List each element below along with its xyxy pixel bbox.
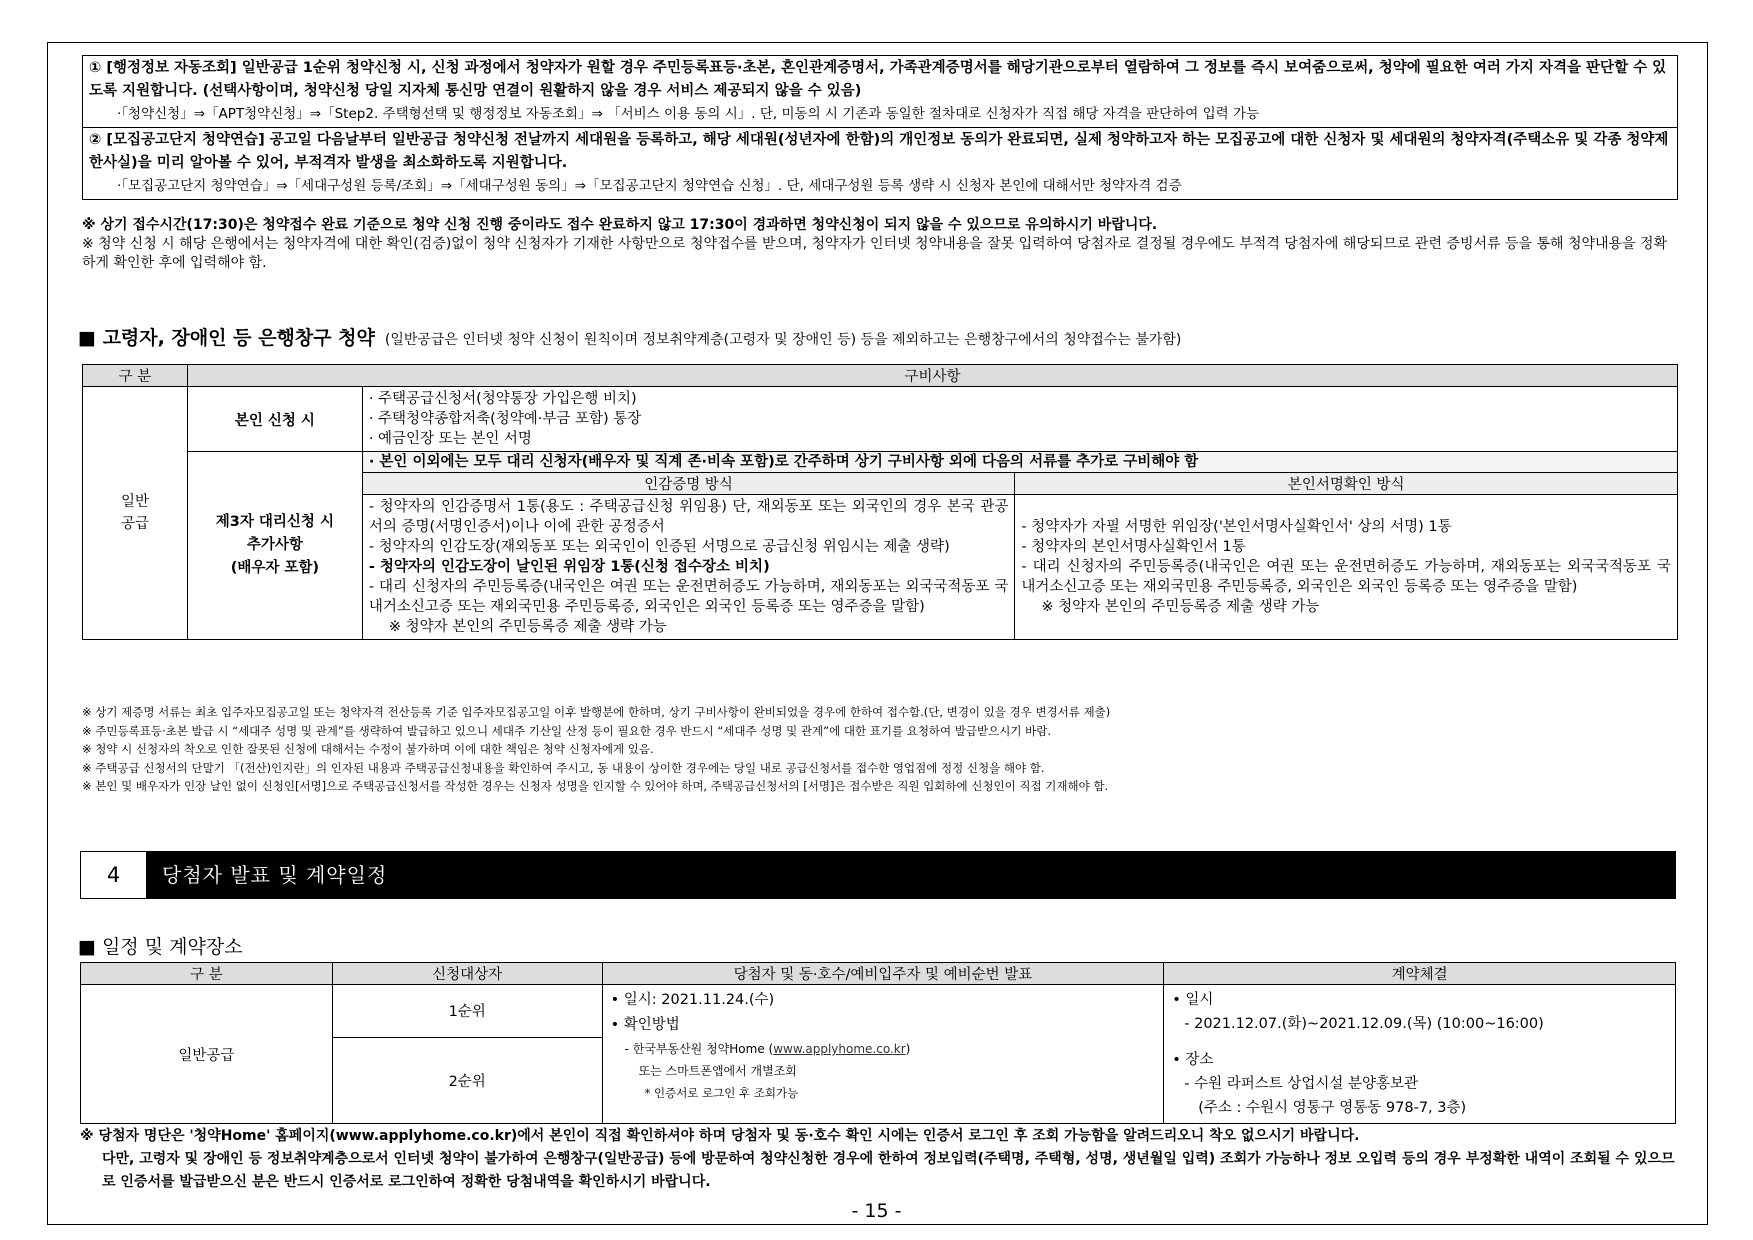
announcement-cell — [602, 985, 1164, 1124]
info-item-practice — [83, 127, 1677, 199]
notes-mid — [82, 703, 1678, 796]
requirement-item: - 청약자의 본인서명사실확인서 1통 — [1021, 539, 1246, 555]
announce-site — [611, 1038, 1156, 1060]
proxy-note: · 본인 이외에는 모두 대리 신청자(배우자 및 직계 존·비속 포함)로 간주하며 상기 구비사항 외에 다음의 서류를 추가로 구비해야 함 — [362, 452, 1677, 473]
rank-1: 1순위 — [332, 985, 602, 1038]
method1-header: 인감증명 방식 — [362, 473, 1015, 495]
method1-items — [362, 495, 1015, 640]
announce-site-suffix: ) — [905, 1042, 911, 1056]
header-contract: 계약체결 — [1164, 963, 1676, 985]
notes-bottom — [80, 1125, 1680, 1194]
method2-items — [1015, 495, 1678, 640]
self-apply-items — [362, 387, 1677, 452]
self-apply-label: 본인 신청 시 — [187, 387, 362, 452]
announce-app: 또는 스마트폰앱에서 개별조회 — [638, 1064, 797, 1078]
requirement-item: - 대리 신청자의 주민등록증(내국인은 여권 또는 운전면허증도 가능하며, 재외동포는 외국국적동포 국내거소신고증 또는 재외국민용 주민등록증, 외국인은 외국인 등록증 또는 영주증을 말함) — [1021, 559, 1671, 595]
note-line: ※ 주택공급 신청서의 단말기 「(전산)인지란」의 인자된 내용과 주택공급신청내용을 확인하여 주시고, 동 내용이 상이한 경우에는 당일 내로 공급신청서를 접수한 영업점에 정정 신청을 해야 함. — [82, 760, 1045, 775]
info-main-text: ② [모집공고단지 청약연습] 공고일 다음날부터 일반공급 청약신청 전날까지 세대원을 등록하고, 해당 세대원(성년자에 한함)의 개인정보 동의가 완료되면, 실제 청약하고자 하는 모집공고에 대한 신청자 및 세대원의 청약자격(주택소유 및 각종 청약제한사실)을 미리 알아볼 수 있어, 부적격자 발생을 최소화하도록 지원합니다. — [89, 132, 1669, 171]
requirement-item: - 대리 신청자의 주민등록증(내국인은 여권 또는 운전면허증도 가능하며, 재외동포는 외국국적동포 국내거소신고증 또는 재외국민용 주민등록증, 외국인은 외국인 등록증 또는 영주증을 말함) — [368, 579, 1009, 615]
info-sub-text: ·「청약신청」⇒「APT청약신청」⇒「Step2. 주택형선택 및 행정정보 자동조회」⇒ 「서비스 이용 동의 시」. 단, 미동의 시 기존과 동일한 절차대로 신청자가 직접 해당 자격을 판단하여 입력 가능 — [117, 106, 1260, 122]
announce-date: • 일시: 2021.11.24.(수) — [610, 992, 775, 1008]
info-main-text: ① [행정정보 자동조회] 일반공급 1순위 청약신청 시, 신청 과정에서 청약자가 원할 경우 주민등록표등·초본, 혼인관계증명서, 가족관계증명서를 해당기관으로부터 열람하여 그 정보를 즉시 보여줌으로써, 청약에 필요한 여러 가지 자격을 판단할 수 있도록 지원합니다. (선택사항이며, 청약신청 당일 지자체 통신망 연결이 원활하지 않을 경우 서비스 제공되지 않을 수 있음) — [89, 60, 1667, 99]
requirement-item: ※ 청약자 본인의 주민등록증 제출 생략 가능 — [388, 619, 667, 635]
note-line: ※ 본인 및 배우자가 인장 날인 없이 신청인[서명]으로 주택공급신청서를 작성한 경우는 신청자 성명을 인지할 수 있어야 하며, 주택공급신청서의 [서명]은 접수받은 직원 입회하에 신청인이 직접 기재해야 함. — [82, 779, 1109, 793]
contract-place: - 수원 라퍼스트 상업시설 분양홍보관 — [1184, 1076, 1419, 1092]
requirement-item: - 청약자의 인감도장이 날인된 위임장 1통(신청 접수장소 비치) — [368, 559, 770, 575]
requirement-item: - 청약자의 인감증명서 1통(용도 : 주택공급신청 위임용) 단, 재외동포 또는 외국인의 경우 본국 관공서의 증명(서명인증서)이나 이에 관한 공정증서 — [368, 499, 1009, 535]
announce-login: * 인증서로 로그인 후 조회가능 — [644, 1086, 799, 1100]
requirement-item: - 청약자의 인감도장(재외동포 또는 외국인이 인증된 서명으로 공급신청 위임시는 제출 생략) — [368, 539, 950, 555]
info-sub-text: ·「모집공고단지 청약연습」⇒「세대구성원 등록/조회」⇒「세대구성원 동의」⇒「모집공고단지 청약연습 신청」. 단, 세대구성원 등록 생략 시 신청자 본인에 대해서만 청약자격 검증 — [117, 178, 1182, 194]
section-number: 4 — [81, 852, 146, 898]
requirement-item: · 주택공급신청서(청약통장 가입은행 비치) — [368, 391, 637, 407]
section-title: 당첨자 발표 및 계약일정 — [162, 863, 388, 887]
page-number: - 15 - — [851, 1200, 902, 1222]
bank-requirements-table — [82, 364, 1678, 640]
announce-method: • 확인방법 — [610, 1017, 680, 1033]
requirement-item: ※ 청약자 본인의 주민등록증 제출 생략 가능 — [1041, 599, 1320, 615]
note-line: ※ 당첨자 명단은 '청약Home' 홈페이지(www.applyhome.co.kr)에서 본인이 직접 확인하셔야 하며 당첨자 및 동·호수 확인 시에는 인증서 로그인 후 조회 가능함을 알려드리오니 착오 없으시기 바랍니다. — [80, 1128, 1360, 1144]
info-item-auto-lookup — [83, 56, 1677, 127]
schedule-table — [80, 962, 1676, 1124]
bank-section-title: ■ 고령자, 장애인 등 은행창구 청약 — [78, 327, 375, 349]
category-general: 일반공급 — [81, 985, 333, 1124]
announce-site-prefix: - 한국부동산원 청약Home ( — [624, 1042, 774, 1056]
requirement-item: - 청약자가 자필 서명한 위임장('본인서명사실확인서' 상의 서명) 1통 — [1021, 519, 1452, 535]
note-line: 다만, 고령자 및 장애인 등 정보취약계층으로서 인터넷 청약이 불가하여 은행창구(일반공급) 등에 방문하여 청약신청한 경우에 한하여 정보입력(주택명, 주택형, 성명, 생년월일 입력) 조회가 가능하나 정보 오입력 등의 경우 부정확한 내역이 조회될 수 있으므로 인증서를 발급받으신 분은 반드시 인증서로 로그인하여 정확한 당첨내역을 확인하시기 바랍니다. — [102, 1151, 1675, 1190]
note-line: ※ 상기 제증명 서류는 최초 입주자모집공고일 또는 청약자격 전산등록 기준 입주자모집공고일 이후 발행분에 한하며, 상기 구비사항이 완비되었을 경우에 한하여 접수함.(단, 변경이 있을 경우 변경서류 제출) — [82, 705, 1111, 719]
note-line: ※ 상기 접수시간(17:30)은 청약접수 완료 기준으로 청약 신청 진행 중이라도 접수 완료하지 않고 17:30이 경과하면 청약신청이 되지 않을 수 있으므로 유의하시기 바랍니다. — [82, 217, 1158, 233]
proxy-apply-label: 제3자 대리신청 시 추가사항 (배우자 포함) — [187, 452, 362, 640]
category-general: 일반 공급 — [83, 387, 188, 640]
info-box — [82, 55, 1678, 200]
note-line: ※ 주민등록표등·초본 발급 시 “세대주 성명 및 관계”를 생략하여 발급하고 있으니 세대주 기산일 산정 등이 필요한 경우 반드시 “세대주 성명 및 관계”에 대한 표기를 요청하여 발급받으시기 바람. — [82, 723, 1051, 738]
header-category: 구 분 — [83, 365, 188, 387]
requirement-item: · 예금인장 또는 본인 서명 — [368, 431, 532, 447]
schedule-heading: ■ 일정 및 계약장소 — [78, 936, 243, 958]
notes-top — [82, 216, 1678, 273]
requirement-item: · 주택청약종합저축(청약예·부금 포함) 통장 — [368, 411, 642, 427]
contract-address: (주소 : 수원시 영통구 영통동 978-7, 3층) — [1198, 1100, 1467, 1116]
contract-place-label: • 장소 — [1172, 1052, 1214, 1068]
method2-header: 본인서명확인 방식 — [1015, 473, 1678, 495]
header-target: 신청대상자 — [332, 963, 602, 985]
section-header — [80, 851, 1676, 899]
bank-section-subtitle: (일반공급은 인터넷 청약 신청이 원칙이며 정보취약계층(고령자 및 장애인 등) 등을 제외하고는 은행창구에서의 청약접수는 불가함) — [384, 332, 1182, 348]
header-announcement: 당첨자 및 동·호수/예비입주자 및 예비순번 발표 — [602, 963, 1164, 985]
contract-date: - 2021.12.07.(화)~2021.12.09.(목) (10:00~16:00) — [1184, 1016, 1544, 1032]
contract-date-label: • 일시 — [1172, 992, 1214, 1008]
bank-section-heading — [78, 323, 1181, 350]
note-line: ※ 청약 신청 시 해당 은행에서는 청약자격에 대한 확인(검증)없이 청약 신청자가 기재한 사항만으로 청약접수를 받으며, 청약자가 인터넷 청약내용을 잘못 입력하여 당첨자로 결정될 경우에도 부적격 당첨자에 해당되므로 관련 증빙서류 등을 통해 청약내용을 정확하게 확인한 후에 입력해야 함. — [82, 236, 1668, 271]
note-line: ※ 청약 시 신청자의 착오로 인한 잘못된 신청에 대해서는 수정이 불가하며 이에 대한 책임은 청약 신청자에게 있음. — [82, 742, 654, 756]
applyhome-link[interactable]: www.applyhome.co.kr — [773, 1042, 906, 1056]
rank-2: 2순위 — [332, 1037, 602, 1123]
contract-cell — [1164, 985, 1676, 1124]
header-requirements: 구비사항 — [187, 365, 1677, 387]
header-category: 구 분 — [81, 963, 333, 985]
